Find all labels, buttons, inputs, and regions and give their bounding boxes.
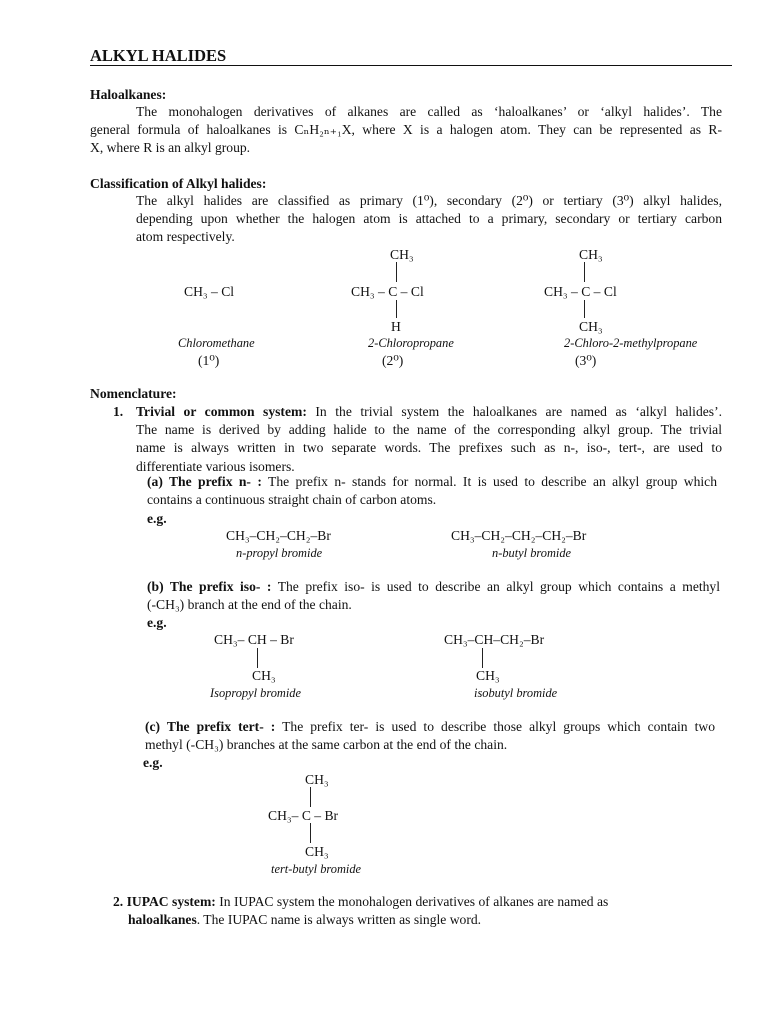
iupac-line-2 (128, 911, 481, 929)
n-butyl-name: n-butyl bromide (492, 546, 572, 560)
isobutyl-branch: CH₃ (476, 668, 500, 683)
prefix-iso-paragraph (147, 578, 720, 614)
prefix-iso-label: (b) The prefix iso- : (147, 579, 272, 594)
chloropropane-bottom-group: H (391, 319, 401, 334)
prefix-iso-line-1 (147, 578, 720, 596)
trivial-number: 1. (113, 404, 124, 419)
iupac-line-1 (113, 893, 608, 911)
trivial-line-4: differentiate various isomers. (136, 458, 295, 474)
methylpropane-bond-top (584, 262, 585, 282)
prefix-n-line-1 (147, 473, 717, 491)
haloalkanes-line-3: X, where R is an alkyl group. (90, 140, 251, 156)
prefix-n-paragraph (147, 473, 717, 509)
haloalkanes-heading: Haloalkanes: (90, 87, 167, 102)
title-underline (90, 65, 732, 66)
tert-butyl-bond-top (310, 787, 311, 807)
methylpropane-bottom-group: CH₃ (579, 319, 603, 334)
trivial-label: Trivial or common system: (136, 404, 307, 419)
haloalkanes-line-1: The monohalogen derivatives of alkanes are called as ‘haloalkanes’ or ‘alkyl halides’. The (136, 104, 722, 119)
methylpropane-degree: (3⁰) (575, 353, 597, 368)
chloromethane-name: Chloromethane (178, 336, 255, 350)
n-butyl-formula: CH₃–CH₂–CH₂–CH₂–Br (451, 528, 587, 543)
prefix-tert-paragraph (145, 718, 715, 754)
iupac-line-1-text: In IUPAC system the monohalogen derivatives of alkanes are named as (219, 894, 609, 909)
trivial-line-2: The name is derived by adding halide to the name of the corresponding alkyl group. The trivial (136, 422, 722, 438)
isopropyl-bond (257, 648, 258, 668)
chloropropane-bond-top (396, 262, 397, 282)
prefix-n-line-1-text: The prefix n- stands for normal. It is used to describe an alkyl group which (268, 474, 718, 489)
classification-paragraph (136, 192, 722, 247)
prefix-n-label: (a) The prefix n- : (147, 474, 262, 489)
isobutyl-formula: CH₃–CH–CH₂–Br (444, 632, 545, 647)
chloropropane-name: 2-Chloropropane (368, 336, 454, 350)
isopropyl-branch: CH₃ (252, 668, 276, 683)
chloropropane-bond-bottom (396, 300, 397, 318)
tert-butyl-formula: CH₃– C – Br (268, 808, 339, 823)
n-propyl-name: n-propyl bromide (236, 546, 323, 560)
trivial-line-3: name is always written in two separate words. The prefixes such as n-, iso-, tert-, are used to (136, 440, 722, 456)
chloropropane-degree: (2⁰) (382, 353, 404, 368)
classification-line-2: depending upon whether the halogen atom is attached to a primary, secondary or tertiary carbon (136, 211, 722, 227)
isobutyl-bond (482, 648, 483, 668)
methylpropane-name: 2-Chloro-2-methylpropane (564, 336, 698, 350)
classification-heading: Classification of Alkyl halides: (90, 176, 267, 191)
isobutyl-name: isobutyl bromide (474, 686, 558, 700)
isopropyl-name: Isopropyl bromide (210, 686, 301, 700)
prefix-tert-line-2: methyl (-CH₃) branches at the same carbon at the end of the chain. (145, 737, 508, 753)
haloalkanes-line-2: general formula of haloalkanes is CₙH₂ₙ₊₁X, where X is a halogen atom. They can be represented as R- (90, 122, 722, 138)
trivial-line-1-text: In the trivial system the haloalkanes are named as ‘alkyl halides’. (315, 404, 722, 419)
nomenclature-heading: Nomenclature: (90, 386, 177, 401)
n-propyl-formula: CH₃–CH₂–CH₂–Br (226, 528, 331, 543)
iupac-line-2-text: . The IUPAC name is always written as single word. (196, 912, 482, 927)
prefix-iso-line-1-text: The prefix iso- is used to describe an alkyl group which contains a methyl (277, 579, 721, 594)
trivial-paragraph (136, 403, 722, 476)
chloropropane-top-group: CH₃ (390, 247, 414, 262)
methylpropane-formula: CH₃ – C – Cl (544, 284, 617, 299)
prefix-iso-line-2: (-CH₃) branch at the end of the chain. (147, 597, 352, 613)
isopropyl-formula: CH₃– CH – Br (214, 632, 294, 647)
methylpropane-top-group: CH₃ (579, 247, 603, 262)
prefix-iso-eg: e.g. (147, 615, 167, 630)
classification-line-3: atom respectively. (136, 229, 235, 245)
tert-butyl-name: tert-butyl bromide (271, 862, 362, 876)
prefix-n-line-2: contains a continuous straight chain of carbon atoms. (147, 492, 437, 508)
prefix-n-eg: e.g. (147, 511, 167, 526)
prefix-tert-label: (c) The prefix tert- : (145, 719, 276, 734)
prefix-tert-line-1 (145, 718, 715, 736)
iupac-haloalkanes: haloalkanes (128, 912, 197, 927)
chloromethane-degree: (1⁰) (198, 353, 220, 368)
prefix-tert-line-1-text: The prefix ter- is used to describe those alkyl groups which contain two (282, 719, 715, 734)
trivial-line-1 (136, 403, 722, 421)
methylpropane-bond-bottom (584, 300, 585, 318)
chloromethane-formula: CH₃ – Cl (184, 284, 235, 299)
iupac-label: 2. IUPAC system: (113, 894, 216, 909)
haloalkanes-paragraph (90, 103, 722, 158)
classification-line-1: The alkyl halides are classified as primary (1⁰), secondary (2⁰) or tertiary (3⁰) alkyl halides, (136, 193, 722, 208)
chloropropane-formula: CH₃ – C – Cl (351, 284, 424, 299)
tert-butyl-bottom-group: CH₃ (305, 844, 329, 859)
page-title: ALKYL HALIDES (90, 46, 227, 65)
tert-butyl-top-group: CH₃ (305, 772, 329, 787)
prefix-tert-eg: e.g. (143, 755, 163, 770)
tert-butyl-bond-bottom (310, 823, 311, 843)
